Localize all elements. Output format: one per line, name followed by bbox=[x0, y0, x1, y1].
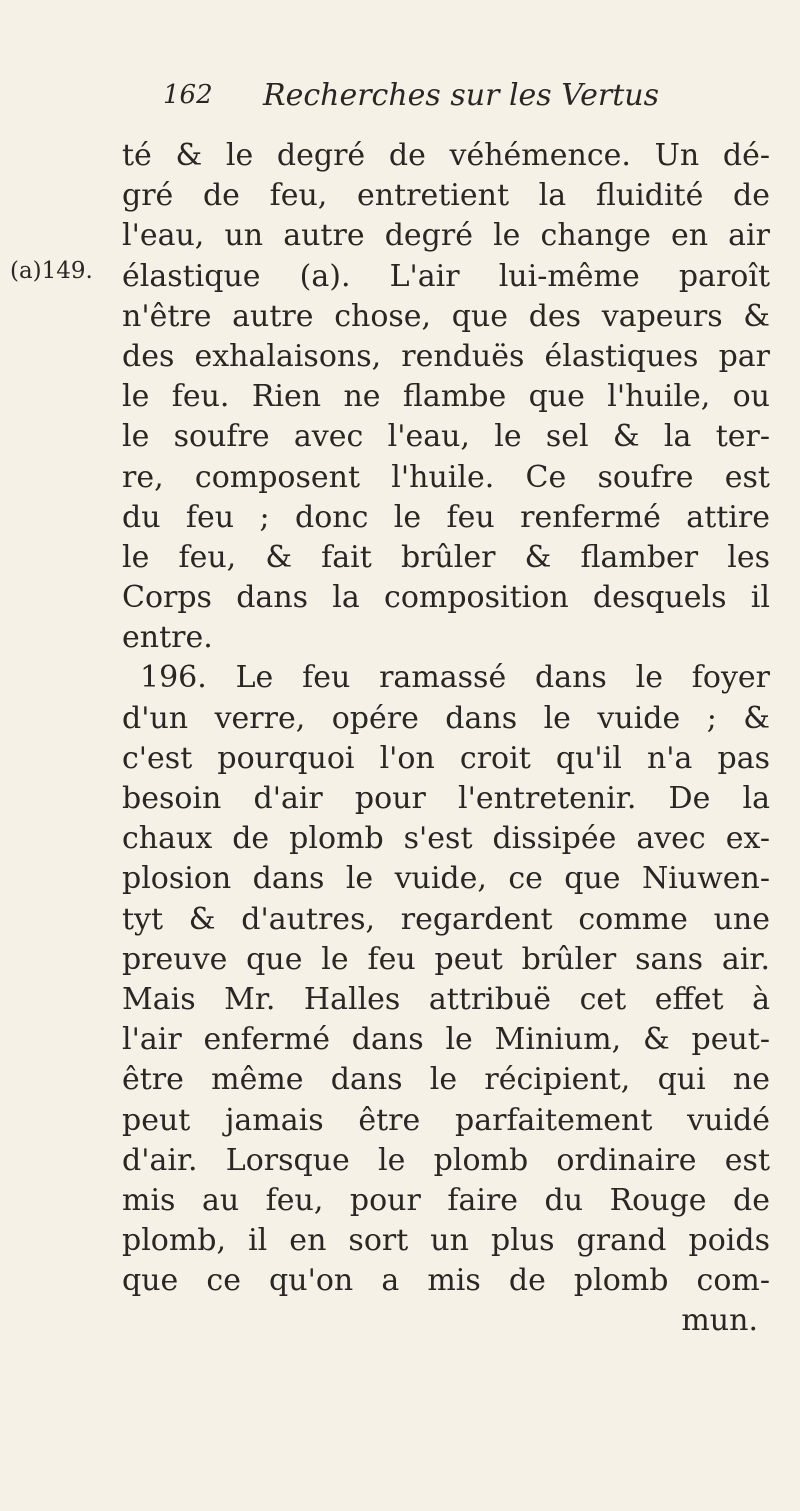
running-head bbox=[163, 78, 723, 118]
text-line: élastique (a). L'air lui-même paroît bbox=[122, 258, 770, 294]
catchword: mun. bbox=[681, 1303, 758, 1339]
paragraph-196-first-line: 196. Le feu ramassé dans le foyer bbox=[140, 660, 770, 696]
text-line: c'est pourquoi l'on croit qu'il n'a pas bbox=[122, 740, 770, 776]
text-line: le soufre avec l'eau, le sel & la ter- bbox=[122, 419, 770, 455]
text-line: Mais Mr. Halles attribuë cet effet à bbox=[122, 981, 770, 1017]
text-line: plosion dans le vuide, ce que Niuwen- bbox=[122, 861, 770, 897]
text-line: des exhalaisons, renduës élastiques par bbox=[122, 338, 770, 374]
text-line: tyt & d'autres, regardent comme une bbox=[122, 901, 770, 937]
text-line: plomb, il en sort un plus grand poids bbox=[122, 1223, 770, 1259]
text-line: que ce qu'on a mis de plomb com- bbox=[122, 1263, 770, 1299]
page-number: 162 bbox=[163, 80, 213, 110]
paragraph-end-line: entre. bbox=[122, 620, 213, 656]
text-line: chaux de plomb s'est dissipée avec ex- bbox=[122, 821, 770, 857]
text-line: gré de feu, entretient la fluidité de bbox=[122, 178, 770, 214]
text-line: peut jamais être parfaitement vuidé bbox=[122, 1102, 770, 1138]
text-line: besoin d'air pour l'entretenir. De la bbox=[122, 781, 770, 816]
text-line: du feu ; donc le feu renfermé attire bbox=[122, 499, 770, 535]
text-line: être même dans le récipient, qui ne bbox=[122, 1062, 770, 1098]
text-line: Corps dans la composition desquels il bbox=[122, 580, 770, 616]
text-line: le feu. Rien ne flambe que l'huile, ou bbox=[122, 379, 770, 415]
body-text bbox=[122, 136, 770, 1342]
text-line: d'un verre, opére dans le vuide ; & bbox=[122, 700, 770, 736]
margin-note: (a)149. bbox=[10, 258, 93, 284]
text-line: l'air enfermé dans le Minium, & peut- bbox=[122, 1022, 770, 1058]
text-line: té & le degré de véhémence. Un dé- bbox=[122, 138, 770, 173]
text-line: l'eau, un autre degré le change en air bbox=[122, 218, 770, 254]
text-line: mis au feu, pour faire du Rouge de bbox=[122, 1182, 770, 1218]
text-line: d'air. Lorsque le plomb ordinaire est bbox=[122, 1142, 770, 1178]
text-line: n'être autre chose, que des vapeurs & bbox=[122, 298, 770, 334]
text-line: le feu, & fait brûler & flamber les bbox=[122, 539, 770, 575]
text-line: preuve que le feu peut brûler sans air. bbox=[122, 941, 770, 977]
text-line: re, composent l'huile. Ce soufre est bbox=[122, 459, 770, 495]
running-title: Recherches sur les Vertus bbox=[263, 78, 660, 113]
